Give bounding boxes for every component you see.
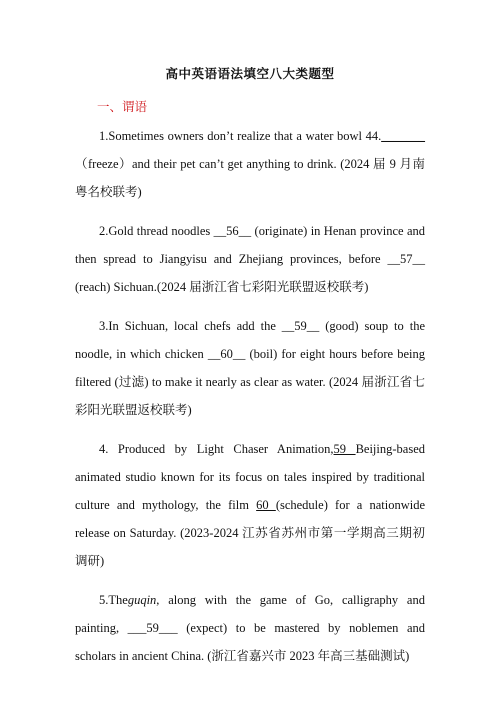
question-1 [75,122,425,206]
question-5-text-a: 5.The [99,593,128,607]
question-5-italic-word: guqin [127,593,157,607]
question-2 [75,217,425,301]
question-4-text-a: 4. Produced by Light Chaser Animation, [99,442,334,456]
question-2-text: 2.Gold thread noodles __56__ (originate) in Henan province and then spread to Jiangyisu and Zhejiang provinces, before __57__ (reach) Sichuan.(2024 届浙江省七彩阳光联盟返校联考) [75,224,425,294]
question-1-text-b: （freeze）and their pet can’t get anything to drink. (2024 届 9 月南粤名校联考) [75,157,425,199]
question-4-text-c: (schedule) for a nationwide release on Saturday. (2023-2024 江苏省苏州市第一学期高三期初调研) [75,498,426,568]
question-3 [75,312,425,424]
question-5 [75,586,425,670]
question-list [75,122,425,681]
question-4 [75,435,425,575]
document-title: 高中英语语法填空八大类题型 [165,66,335,81]
section-heading: 一、谓语 [97,99,148,114]
question-3-text: 3.In Sichuan, local chefs add the __59__ (good) soup to the noodle, in which chicken __60__ (boil) for eight hours before being filtered (过滤) to make it nearly as clear as water. (2024 届浙江省七彩阳光联盟返校联考) [75,319,425,417]
question-4-text-b: Beijing-based animated studio known for its focus on tales inspired by traditional culture and mythology, the film [75,442,425,512]
question-4-blank-60: 60 [256,498,276,512]
question-1-text-a: 1.Sometimes owners don’t realize that a water bowl 44. [99,129,382,143]
question-5-text-b: , along with the game of Go, calligraphy and painting, ___59___ (expect) to be mastered by noblemen and scholars in ancient China. (浙江省嘉兴市 2023 年高三基础测试) [75,593,425,663]
question-4-blank-59: 59 [333,442,356,456]
question-1-blank: _______ [381,129,425,143]
